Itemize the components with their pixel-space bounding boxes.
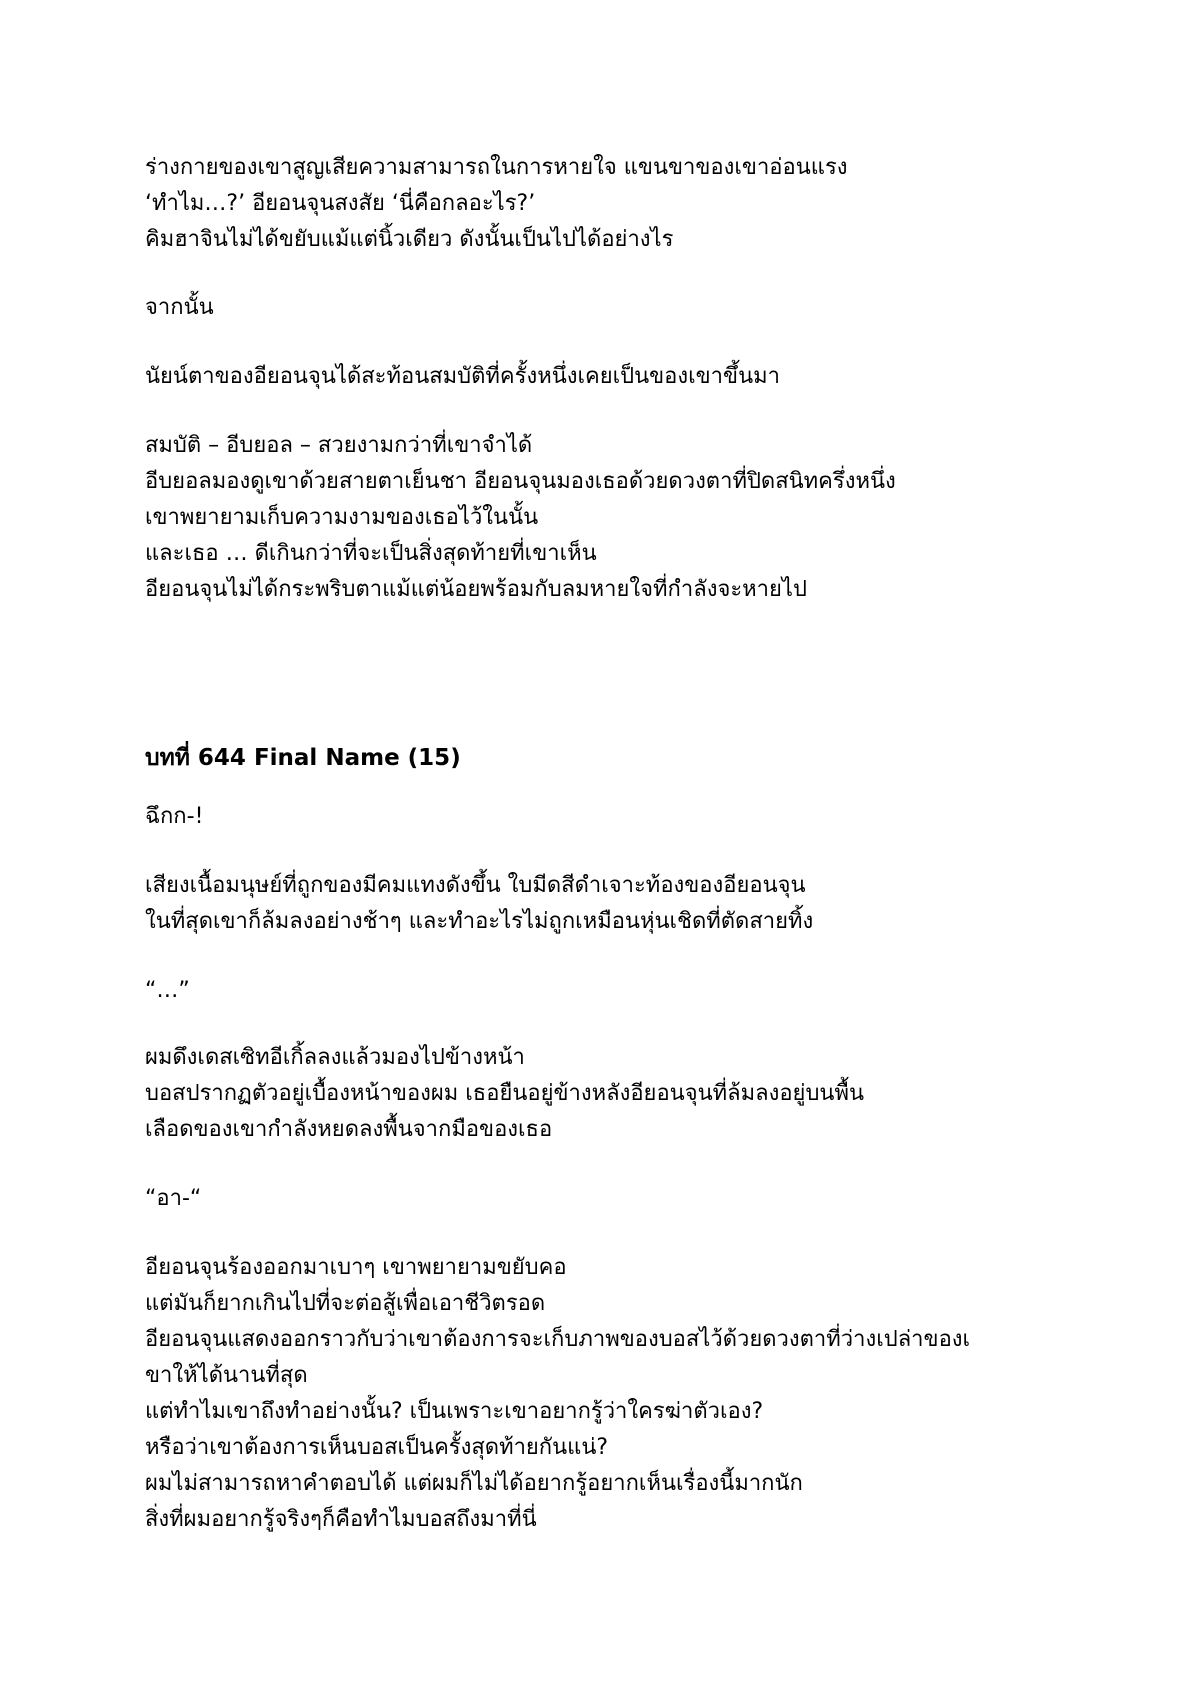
- text-line: คิมฮาจินไม่ได้ขยับแม้แต่นิ้วเดียว ดังนั้นเป็นไปได้อย่างไร: [145, 227, 674, 252]
- text-line: ในที่สุดเขาก็ล้มลงอย่างช้าๆ และทำอะไรไม่ถูกเหมือนหุ่นเชิดที่ตัดสายทิ้ง: [145, 909, 814, 934]
- text-line: สมบัติ – อีบยอล – สวยงามกว่าที่เขาจำได้: [145, 433, 533, 458]
- text-line: ผมดึงเดสเซิทอีเกิ้ลลงแล้วมองไปข้างหน้า: [145, 1045, 525, 1070]
- text-line: “อา-“: [145, 1186, 202, 1211]
- text-line: อีบยอลมองดูเขาด้วยสายตาเย็นชา อียอนจุนมองเธอด้วยดวงตาที่ปิดสนิทครึ่งหนึ่ง: [145, 469, 896, 494]
- text-line: นัยน์ตาของอียอนจุนได้สะท้อนสมบัติที่ครั้งหนึ่งเคยเป็นของเขาขึ้นมา: [145, 364, 780, 389]
- text-line: ร่างกายของเขาสูญเสียความสามารถในการหายใจ แขนขาของเขาอ่อนแรง: [145, 155, 848, 180]
- text-line: แต่มันก็ยากเกินไปที่จะต่อสู้เพื่อเอาชีวิตรอด: [145, 1291, 546, 1316]
- text-line: อียอนจุนร้องออกมาเบาๆ เขาพยายามขยับคอ: [145, 1255, 567, 1280]
- text-line: เลือดของเขากำลังหยดลงพื้นจากมือของเธอ: [145, 1117, 553, 1142]
- text-line: แต่ทำไมเขาถึงทำอย่างนั้น? เป็นเพราะเขาอยากรู้ว่าใครฆ่าตัวเอง?: [145, 1399, 764, 1424]
- text-line: เสียงเนื้อมนุษย์ที่ถูกของมีคมแทงดังขึ้น ใบมีดสีดำเจาะท้องของอียอนจุน: [145, 873, 806, 898]
- text-line: หรือว่าเขาต้องการเห็นบอสเป็นครั้งสุดท้ายกันแน่?: [145, 1435, 609, 1460]
- text-line: บอสปรากฏตัวอยู่เบื้องหน้าของผม เธอยืนอยู่ข้างหลังอียอนจุนที่ล้มลงอยู่บนพื้น: [145, 1081, 864, 1106]
- text-line: เขาพยายามเก็บความงามของเธอไว้ในนั้น: [145, 505, 539, 530]
- text-line: “…”: [145, 978, 190, 1003]
- text-line: ‘ทำไม…?’ อียอนจุนสงสัย ‘นี่คือกลอะไร?’: [145, 191, 536, 216]
- text-line: ผมไม่สามารถหาคำตอบได้ แต่ผมก็ไม่ได้อยากรู้อยากเห็นเรื่องนี้มากนัก: [145, 1471, 803, 1496]
- text-line: อียอนจุนไม่ได้กระพริบตาแม้แต่น้อยพร้อมกับลมหายใจที่กำลังจะหายไป: [145, 577, 807, 602]
- text-line: จากนั้น: [145, 295, 214, 320]
- text-line: ขาให้ได้นานที่สุด: [145, 1363, 308, 1388]
- text-line: และเธอ … ดีเกินกว่าที่จะเป็นสิ่งสุดท้ายที่เขาเห็น: [145, 541, 597, 566]
- text-line: อียอนจุนแสดงออกราวกับว่าเขาต้องการจะเก็บภาพของบอสไว้ด้วยดวงตาที่ว่างเปล่าของเ: [145, 1327, 971, 1352]
- text-line: ฉึกก-!: [145, 804, 204, 829]
- text-line: สิ่งที่ผมอยากรู้จริงๆก็คือทำไมบอสถึงมาที่นี่: [145, 1507, 537, 1532]
- chapter-heading: บทที่ 644 Final Name (15): [145, 745, 461, 771]
